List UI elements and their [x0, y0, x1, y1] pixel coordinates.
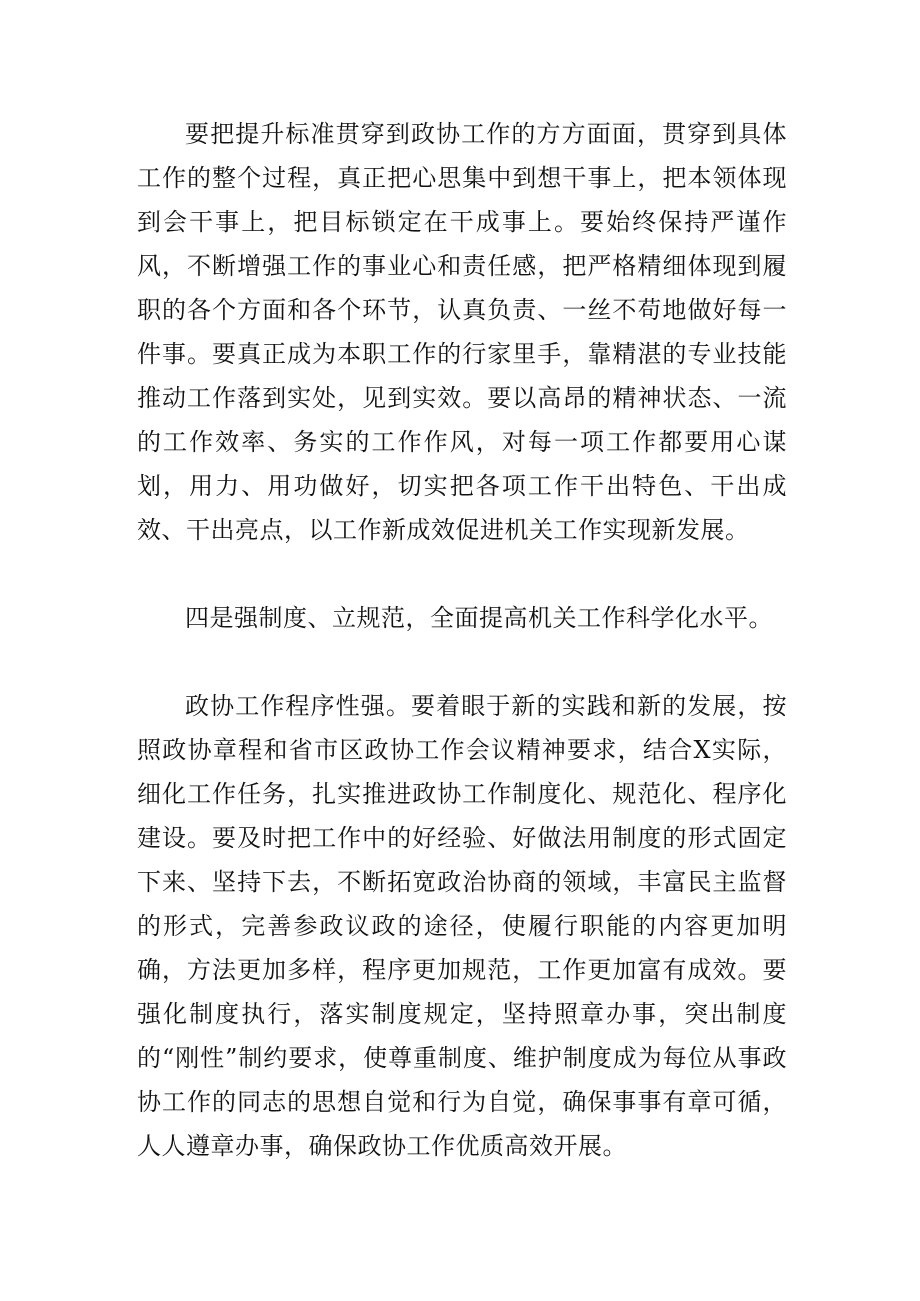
paragraph-procedures: 政协工作程序性强。要着眼于新的实践和新的发展，按照政协章程和省市区政协工作会议精神要求，结合X实际，细化工作任务，扎实推进政协工作制度化、规范化、程序化建设。要及时把工作中的好经验、好做法用制度的形式固定下来、坚持下去，不断拓宽政治协商的领域，丰富民主监督的形式，完善参政议政的途径，使履行职能的内容更加明确，方法更加多样，程序更加规范，工作更加富有成效。要强化制度执行，落实制度规定，坚持照章办事，突出制度的“刚性”制约要求，使尊重制度、维护制度成为每位从事政协工作的同志的思想自觉和行为自觉，确保事事有章可循，人人遵章办事，确保政协工作优质高效开展。 [137, 692, 787, 1160]
document-page [137, 112, 787, 1168]
paragraph-standards: 要把提升标准贯穿到政协工作的方方面面，贯穿到具体工作的整个过程，真正把心思集中到想干事上，把本领体现到会干事上，把目标锁定在干成事上。要始终保持严谨作风，不断增强工作的事业心和责任感，把严格精细体现到履职的各个方面和各个环节，认真负责、一丝不苟地做好每一件事。要真正成为本职工作的行家里手，靠精湛的专业技能推动工作落到实处，见到实效。要以高昂的精神状态、一流的工作效率、务实的工作作风，对每一项工作都要用心谋划，用力、用功做好，切实把各项工作干出特色、干出成效、干出亮点，以工作新成效促进机关工作实现新发展。 [137, 120, 787, 544]
paragraph-heading-four: 四是强制度、立规范，全面提高机关工作科学化水平。 [185, 604, 773, 632]
